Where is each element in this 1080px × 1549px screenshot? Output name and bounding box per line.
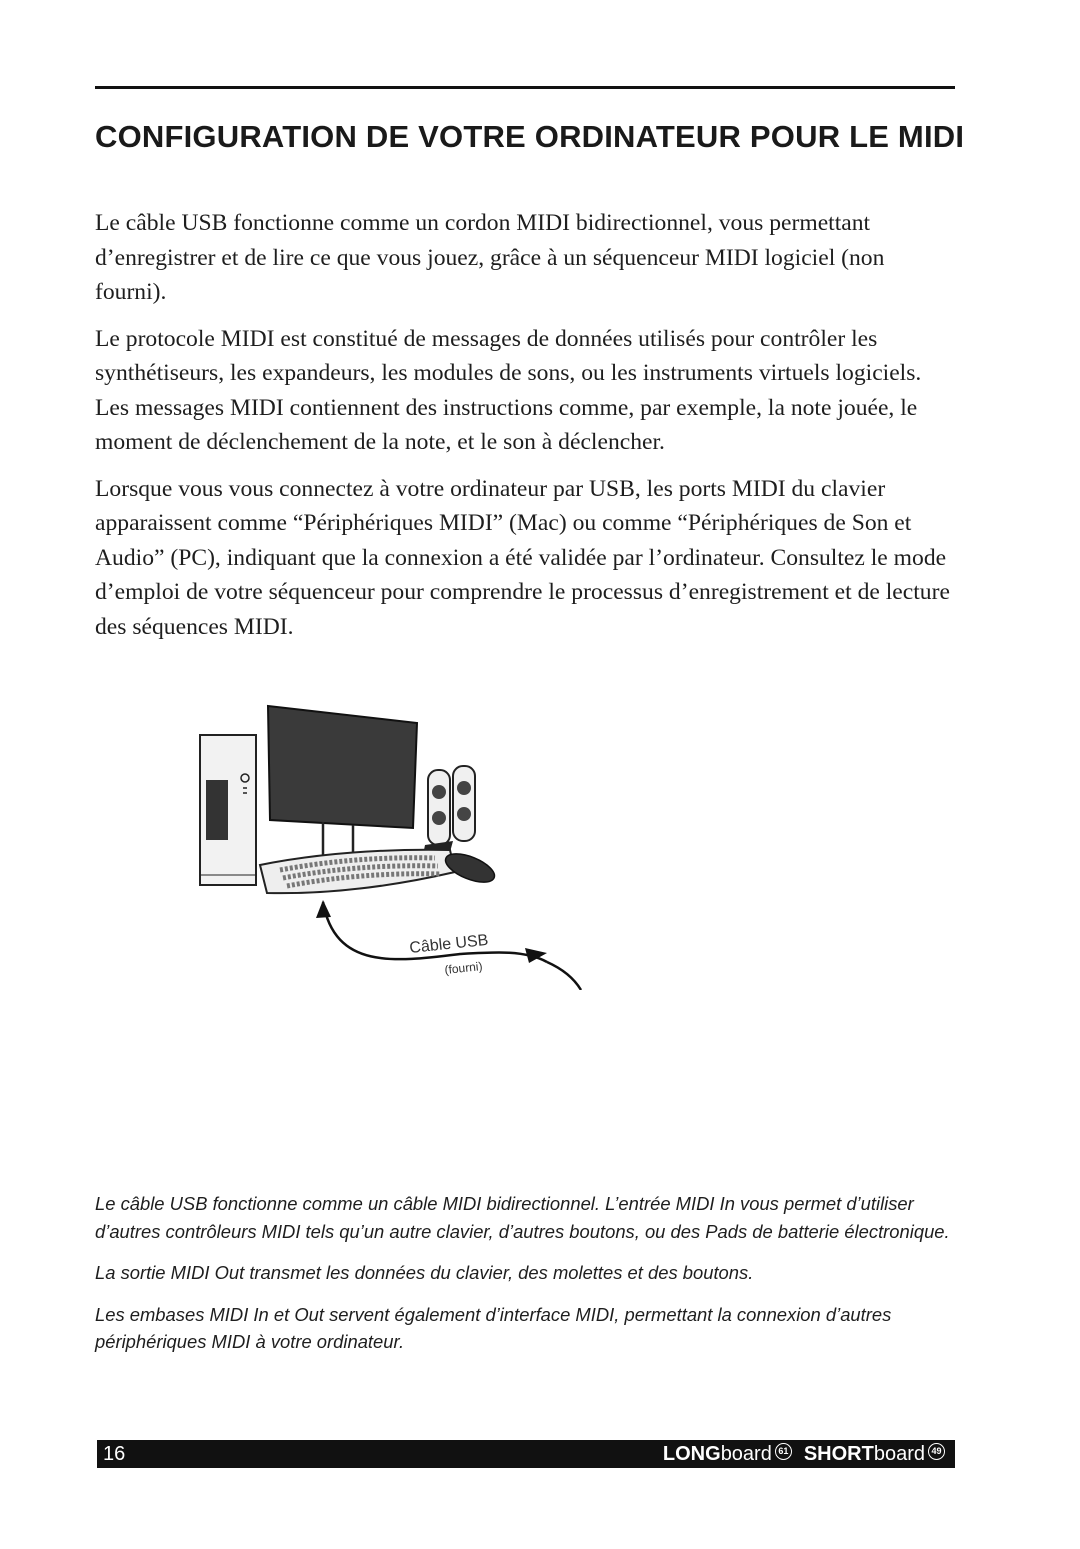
brand-logo	[663, 1443, 945, 1465]
page-footer	[97, 1440, 955, 1468]
brand2-rest: board	[873, 1443, 925, 1465]
header-rule	[95, 86, 955, 89]
monitor-icon	[268, 706, 417, 856]
mouse-icon	[442, 848, 498, 888]
computer-tower-icon	[200, 735, 256, 885]
paragraph-midi-protocol: Le protocole MIDI est constitué de messages de données utilisés pour contrôler les synthétiseurs, les expandeurs, les modules de sons, ou les instruments virtuels logiciels. Les messages MIDI contiennent des instructions comme, par exemple, la note jouée, le moment de déclenchement de la note, et le son à déclencher.	[95, 325, 922, 455]
brand1-rest: board	[720, 1443, 772, 1465]
computer-setup-illustration	[195, 700, 595, 990]
body-text	[95, 206, 957, 656]
brand2-badge: 49	[928, 1443, 945, 1460]
caption-usb: Le câble USB fonctionne comme un câble MIDI bidirectionnel. L’entrée MIDI In vous permet d’utiliser d’autres contrôleurs MIDI tels qu’un autre clavier, d’autres boutons, ou des Pads de batterie électronique.	[95, 1193, 950, 1242]
page-number: 16	[103, 1443, 126, 1465]
paragraph-usb-cable: Le câble USB fonctionne comme un cordon MIDI bidirectionnel, vous permettant d’enregistrer et de lire ce que vous jouez, grâce à un séquenceur MIDI logiciel (non fourni).	[95, 210, 885, 305]
captions	[95, 1190, 957, 1370]
brand1-bold: LONG	[662, 1443, 721, 1465]
caption-midi-out: La sortie MIDI Out transmet les données du clavier, des molettes et des boutons.	[95, 1262, 754, 1283]
speakers-icon	[423, 766, 475, 855]
keyboard-icon	[260, 850, 455, 893]
page-title: CONFIGURATION DE VOTRE ORDINATEUR POUR LE MIDI	[95, 119, 965, 154]
brand1-badge: 61	[775, 1443, 792, 1460]
brand2-bold: SHORT	[803, 1443, 874, 1465]
cable-note: (fourni)	[443, 959, 484, 977]
caption-midi-interface: Les embases MIDI In et Out servent également d’interface MIDI, permettant la connexion d’autres périphériques MIDI à votre ordinateur.	[95, 1303, 892, 1352]
paragraph-connection: Lorsque vous vous connectez à votre ordinateur par USB, les ports MIDI du clavier apparaissent comme “Périphériques MIDI” (Mac) ou comme “Périphériques de Son et Audio” (PC), indiquant que la connexion a été validée par l’ordinateur. Consultez le mode d’emploi de votre séquenceur pour comprendre le processus d’enregistrement et de lecture des séquences MIDI.	[95, 475, 950, 640]
cable-label: Câble USB	[408, 931, 490, 957]
